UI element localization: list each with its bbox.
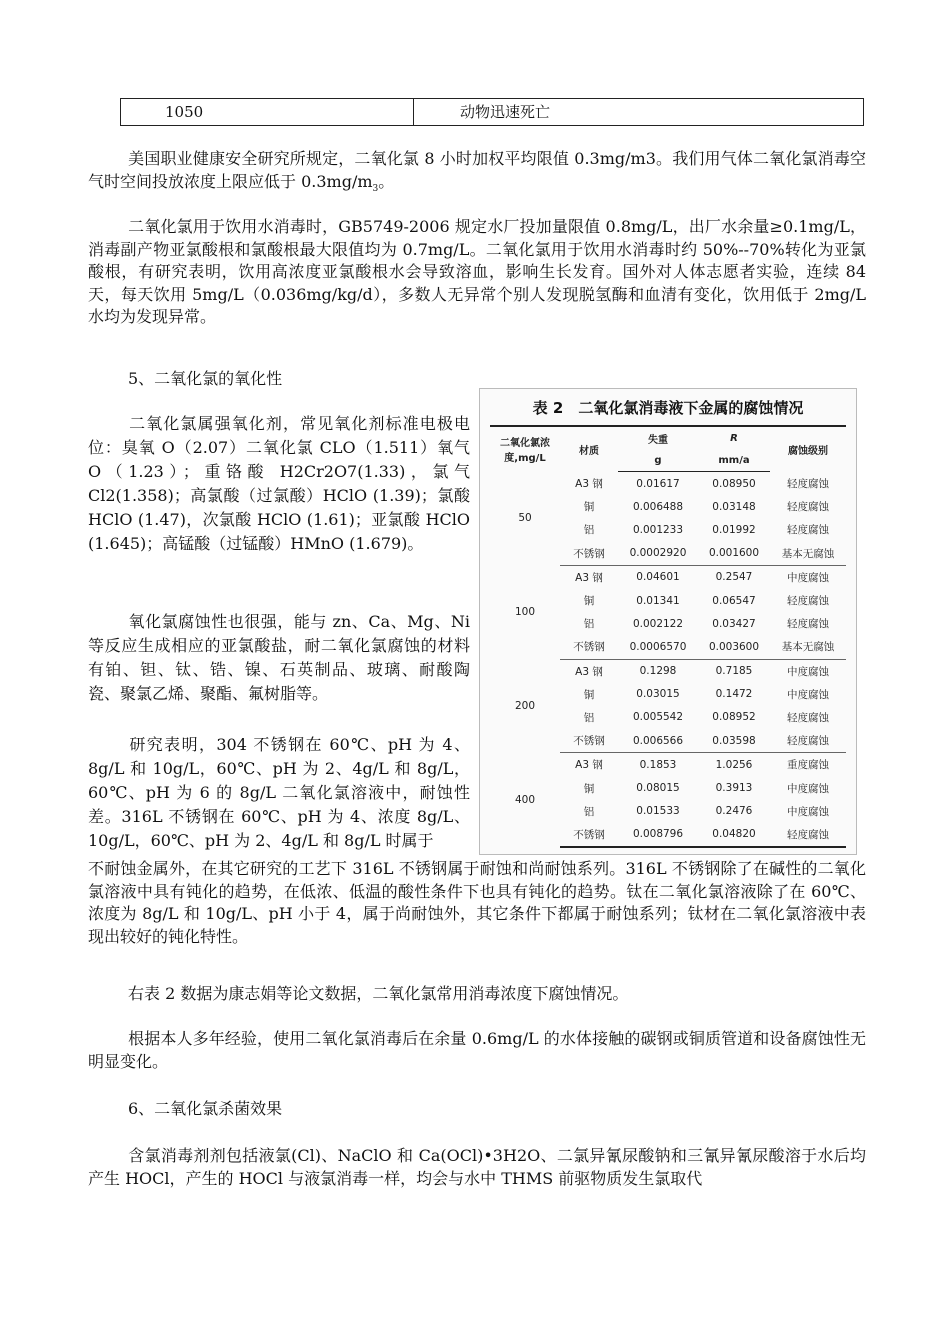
material-cell: A3 钢: [575, 477, 603, 490]
material-cell: 铜: [583, 501, 595, 514]
weight-loss-cell: 0.002122: [632, 617, 684, 630]
rate-cell: 0.1472: [715, 688, 753, 701]
header-rate: R: [698, 426, 770, 449]
weight-loss-cell: 0.006488: [632, 500, 684, 513]
concentration-cell: 200: [514, 699, 536, 712]
weight-loss-cell: 0.0006570: [618, 635, 698, 659]
grade-cell: 中度腐蚀: [787, 688, 829, 701]
material-cell: 不锈钢: [560, 542, 618, 566]
material-cell: 铝: [583, 524, 595, 537]
rate-cell: 0.003600: [698, 635, 770, 659]
weight-loss-cell: 0.005542: [632, 711, 684, 724]
rate-cell: 0.03598: [698, 729, 770, 753]
concentration-cell: 400: [514, 793, 536, 806]
table2: [490, 425, 846, 848]
grade-cell: 中度腐蚀: [787, 571, 829, 584]
grade-cell: 中度腐蚀: [787, 805, 829, 818]
heading-oxidation: 5、二氧化氯的氧化性: [128, 369, 283, 388]
table-row: [490, 659, 846, 683]
rate-cell: 0.7185: [715, 665, 753, 678]
weight-loss-cell: 0.01341: [636, 594, 680, 607]
grade-cell: 中度腐蚀: [787, 665, 829, 678]
header-concentration: 二氧化氯浓度,mg/L: [490, 426, 560, 472]
concentration-cell: 50: [518, 512, 532, 525]
header-weight-loss-unit: g: [618, 449, 698, 472]
header-grade: 腐蚀级别: [770, 426, 846, 472]
grade-cell: 轻度腐蚀: [787, 501, 829, 514]
header-rate-unit: mm/a: [698, 449, 770, 472]
paragraph-corrosion: 氧化氯腐蚀性也很强，能与 zn、Ca、Mg、Ni 等反应生成相应的亚氯酸盐，耐二氧化氯腐蚀的材料有铂、钽、钛、锆、镍、石英制品、玻璃、耐酸陶瓷、聚氯乙烯、聚酯、氟树脂等。: [88, 612, 470, 703]
material-cell: 不锈钢: [560, 635, 618, 659]
top-table-cell-1: 1050: [121, 99, 414, 125]
rate-cell: 0.08952: [712, 711, 756, 724]
paragraph-drinking-water: 二氧化氯用于饮用水消毒时，GB5749-2006 规定水厂投加量限值 0.8mg/L，出厂水余量≥0.1mg/L，消毒副产物亚氯酸根和氯酸根最大限值均为 0.7mg/L。二氧化氯用于饮用水消毒时约 50%--70%转化为亚氯酸根，有研究表明，饮用高浓度亚氯酸根水会导致溶血，影响生长发育。国外对人体志愿者实验，连续 84 天，每天饮用 5mg/L（0.036mg/kg/d），多数人无异常个别人发现脱氢酶和血清有变化，饮用低于 2mg/L 水均为发现异常。: [88, 217, 866, 326]
concentration-cell: 100: [514, 606, 536, 619]
weight-loss-cell: 0.03015: [636, 688, 680, 701]
paragraph-table-note: 右表 2 数据为康志娟等论文数据，二氧化氯常用消毒浓度下腐蚀情况。: [128, 984, 629, 1003]
material-cell: 铝: [583, 711, 595, 724]
grade-cell: 基本无腐蚀: [770, 542, 846, 566]
table2-caption: 表 2 二氧化氯消毒液下金属的腐蚀情况: [532, 399, 804, 417]
weight-loss-cell: 0.01617: [636, 477, 680, 490]
paragraph-chlorine-disinfectants: 含氯消毒剂剂包括液氯(Cl)、NaClO 和 Ca(OCl)•3H2O、二氯异氰尿酸钠和三氰异氰尿酸溶于水后均产生 HOCl，产生的 HOCl 与液氯消毒一样，均会与水中 THMS 前驱物质发生氯取代: [88, 1146, 866, 1188]
grade-cell: 基本无腐蚀: [770, 635, 846, 659]
paragraph-stainless-steel: 研究表明，304 不锈钢在 60℃、pH 为 4、8g/L 和 10g/L，60℃、pH 为 2、4g/L 和 8g/L，60℃、pH 为 6 的 8g/L 二氧化氯溶液中，耐蚀性差。316L 不锈钢在 60℃、pH 为 4、浓度 8g/L、10g/L，60℃、pH 为 2、4g/L 和 8g/L 时属于: [88, 735, 470, 850]
material-cell: A3 钢: [575, 571, 603, 584]
grade-cell: 轻度腐蚀: [787, 618, 829, 631]
material-cell: 不锈钢: [560, 729, 618, 753]
rate-cell: 0.2476: [715, 805, 753, 818]
grade-cell: 轻度腐蚀: [787, 524, 829, 537]
rate-cell: 0.3913: [715, 782, 753, 795]
weight-loss-cell: 0.006566: [618, 729, 698, 753]
rate-cell: 1.0256: [715, 758, 753, 771]
material-cell: A3 钢: [575, 665, 603, 678]
rate-cell: 0.03427: [712, 617, 756, 630]
paragraph-stainless-steel-cont: 不耐蚀金属外，在其它研究的工艺下 316L 不锈钢属于耐蚀和尚耐蚀系列。316L 不锈钢除了在碱性的二氧化氯溶液中具有钝化的趋势，在低浓、低温的酸性条件下也具有钝化的趋势。钛在二氧化氯溶液除了在 60℃、浓度为 8g/L 和 10g/L、pH 小于 4，属于尚耐蚀外，其它条件下都属于耐蚀系列；钛材在二氧化氯溶液中表现出较好的钝化特性。: [88, 859, 866, 946]
material-cell: 铝: [583, 805, 595, 818]
grade-cell: 轻度腐蚀: [787, 711, 829, 724]
grade-cell: 轻度腐蚀: [770, 823, 846, 847]
table-row: [490, 753, 846, 777]
rate-cell: 0.001600: [698, 542, 770, 566]
table2-body: [490, 472, 846, 848]
paragraph-niosh-limit: 美国职业健康安全研究所规定，二氧化氯 8 小时加权平均限值 0.3mg/m3。我们用气体二氧化氯消毒空气时空间投放浓度上限应低于 $0.3mg/m_3$。: [88, 149, 866, 194]
grade-cell: 轻度腐蚀: [770, 729, 846, 753]
material-cell: 铜: [583, 595, 595, 608]
weight-loss-cell: 0.1298: [639, 665, 677, 678]
header-material: 材质: [560, 426, 618, 472]
heading-bactericidal: 6、二氧化氯杀菌效果: [128, 1099, 283, 1118]
top-table-cell-2: 动物迅速死亡: [460, 103, 551, 121]
grade-cell: 中度腐蚀: [787, 782, 829, 795]
grade-cell: 轻度腐蚀: [787, 477, 829, 490]
weight-loss-cell: 0.008796: [618, 823, 698, 847]
material-cell: 铜: [583, 688, 595, 701]
rate-cell: 0.04820: [698, 823, 770, 847]
top-table-row: [120, 98, 864, 126]
rate-cell: 0.06547: [712, 594, 756, 607]
paragraph-experience: 根据本人多年经验，使用二氧化氯消毒后在余量 0.6mg/L 的水体接触的碳钢或铜质管道和设备腐蚀性无明显变化。: [88, 1029, 866, 1071]
table-row: [490, 565, 846, 589]
rate-cell: 0.01992: [712, 523, 756, 536]
grade-cell: 轻度腐蚀: [787, 595, 829, 608]
table-row: [490, 472, 846, 496]
material-cell: A3 钢: [575, 759, 603, 772]
material-cell: 铝: [583, 618, 595, 631]
paragraph-oxidation: 二氧化氯属强氧化剂，常见氧化剂标准电极电位：臭氧 O（2.07）二氧化氯 CLO（1.511）氧气 O（1.23）；重铬酸 H2Cr2O7(1.33)，氯气 Cl2(1.358)；高氯酸（过氯酸）HClO (1.39)；氯酸 HClO (1.47)，次氯酸 HClO (1.61)；亚氯酸 HClO (1.645)；高锰酸（过锰酸）HMnO (1.679)。: [88, 414, 470, 553]
material-cell: 铜: [583, 782, 595, 795]
table2-figure: [479, 388, 857, 855]
header-weight-loss: 失重: [618, 426, 698, 449]
rate-cell: 0.2547: [715, 571, 753, 584]
weight-loss-cell: 0.001233: [632, 523, 684, 536]
weight-loss-cell: 0.08015: [636, 782, 680, 795]
weight-loss-cell: 0.04601: [636, 571, 680, 584]
material-cell: 不锈钢: [560, 823, 618, 847]
rate-cell: 0.08950: [712, 477, 756, 490]
weight-loss-cell: 0.01533: [636, 805, 680, 818]
weight-loss-cell: 0.1853: [639, 758, 677, 771]
grade-cell: 重度腐蚀: [787, 759, 829, 772]
weight-loss-cell: 0.0002920: [618, 542, 698, 566]
rate-cell: 0.03148: [712, 500, 756, 513]
